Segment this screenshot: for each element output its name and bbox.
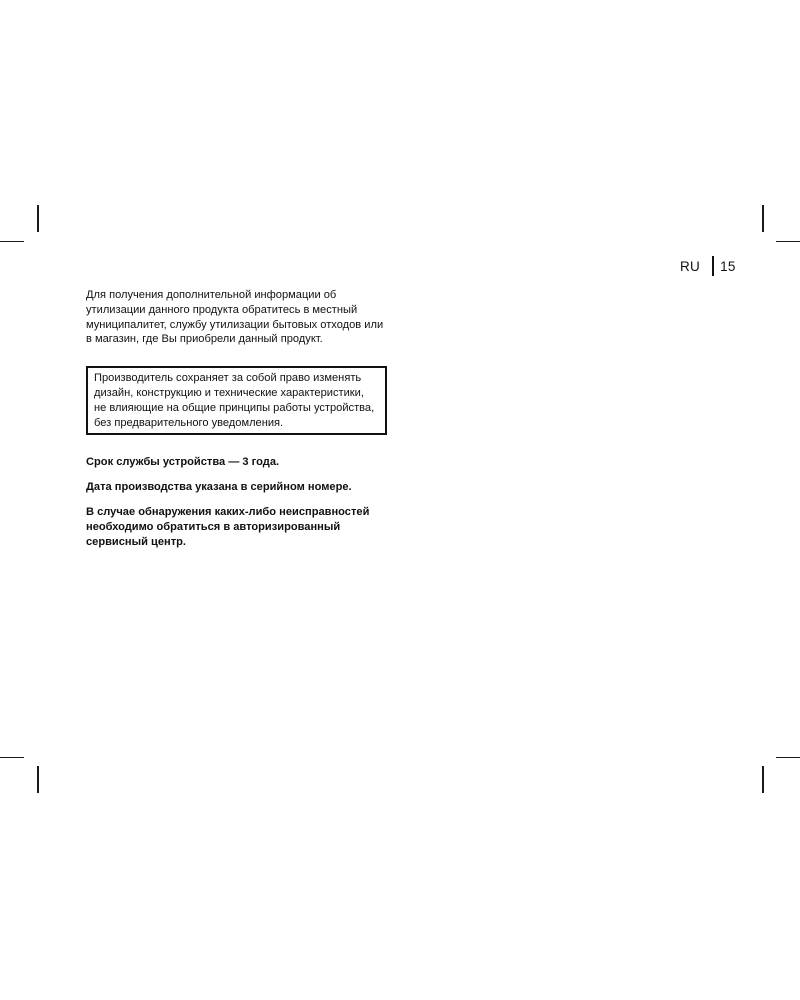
header-separator: [712, 256, 714, 276]
text-column: [86, 288, 391, 549]
intro-paragraph: Для получения дополнительной информации об утилизации данного продукта обратитесь в местный муниципалитет, службу утилизации бытовых отходов или в магазин, где Вы приобрели данный продукт.: [86, 289, 384, 346]
production-date-statement: Дата производства указана в серийном номере.: [86, 481, 352, 494]
language-code: RU: [680, 258, 701, 274]
crop-mark: [776, 241, 800, 242]
notice-text: Производитель сохраняет за собой право изменять дизайн, конструкцию и технические характеристики, не влияющие на общие принципы работы устройства, без предварительного уведомления.: [94, 372, 375, 429]
service-center-statement: В случае обнаружения каких-либо неисправностей необходимо обратиться в авторизированный сервисный центр.: [86, 505, 370, 548]
notice-box: [86, 366, 387, 435]
page-number: 15: [720, 258, 736, 274]
crop-mark: [776, 757, 800, 758]
crop-mark: [0, 241, 24, 242]
crop-mark: [0, 757, 24, 758]
service-life-statement: Срок службы устройства — 3 года.: [86, 456, 280, 469]
crop-mark: [762, 205, 764, 232]
page-header: [680, 256, 736, 276]
crop-mark: [762, 766, 764, 793]
crop-mark: [37, 766, 39, 793]
crop-mark: [37, 205, 39, 232]
